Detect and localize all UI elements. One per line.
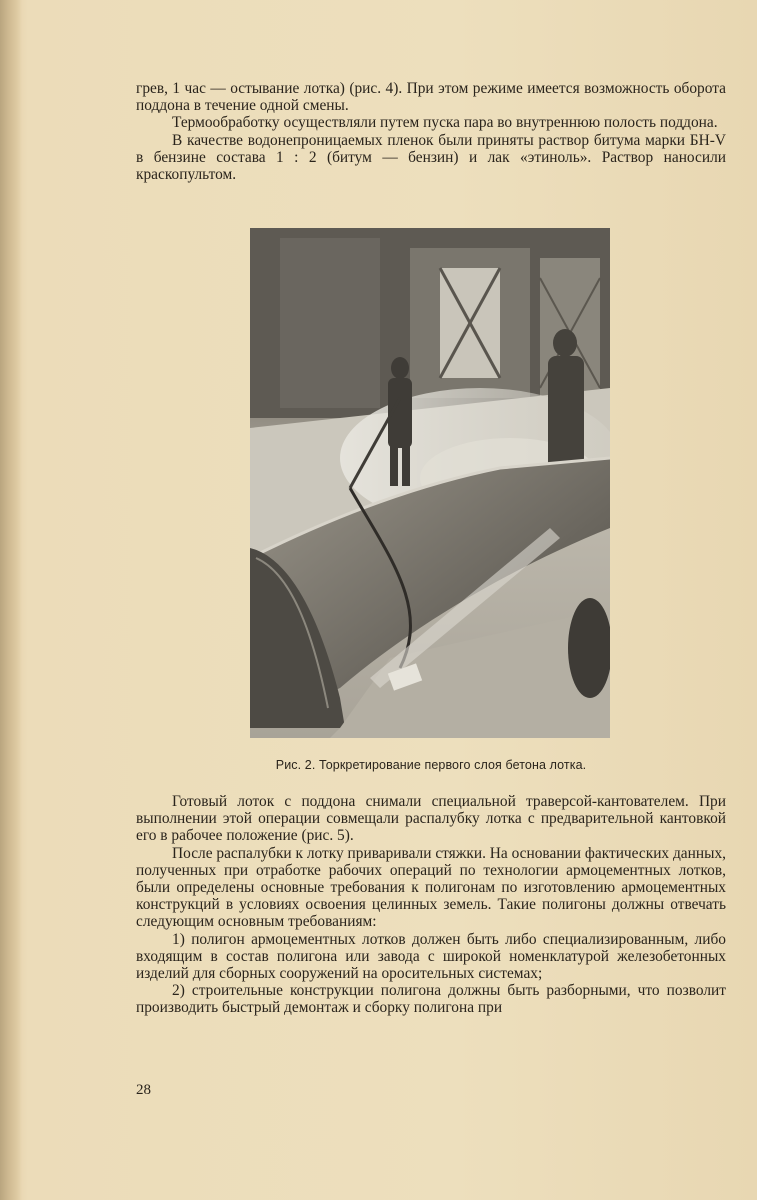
photo-gunite-spraying — [250, 228, 610, 738]
paragraph-removal: Готовый лоток с поддона снимали специальной траверсой-кантователем. При выполнении этой операции совмещали распалубку лотка с предварительной кантовкой его в рабочее положение (рис. 5). — [136, 793, 726, 845]
paragraph-continuation: грев, 1 час — остывание лотка) (рис. 4). При этом режиме имеется возможность оборота поддона в течение одной смены. — [136, 80, 726, 115]
paragraph-thermal-treatment: Термообработку осуществляли путем пуска пара во внутреннюю полость поддона. — [172, 114, 718, 132]
list-item-1: 1) полигон армоцементных лотков должен быть либо специализированным, либо входящим в состав полигона или завода с широкой номенклатурой железобетонных изделий для сборных сооружений на оросительных системах; — [136, 930, 726, 983]
paragraph-requirements: После распалубки к лотку приваривали стяжки. На основании фактических данных, полученных при отработке рабочих операций по технологии армоцементных лотков, были определены основные требования к полигонам по изготовлению армоцементных конструкций в условиях освоения целинных земель. Такие полигоны должны отвечать следующим основным требованиям: — [136, 844, 726, 931]
list-item-2: 2) строительные конструкции полигона должны быть разборными, что позволит производить быстрый демонтаж и сборку полигона при — [136, 982, 726, 1017]
page-binding-shadow — [0, 0, 22, 1200]
figure-caption: Рис. 2. Торкретирование первого слоя бетона лотка. — [275, 758, 587, 772]
page-number: 28 — [136, 1082, 151, 1098]
paragraph-waterproof-films: В качестве водонепроницаемых пленок были приняты раствор битума марки БН-V в бензине состава 1 : 2 (битум — бензин) и лак «этиноль». Раствор наносили краскопультом. — [136, 131, 726, 184]
top-text-block — [136, 80, 726, 183]
figure-photo — [250, 228, 610, 738]
bottom-text-block — [136, 793, 726, 1017]
